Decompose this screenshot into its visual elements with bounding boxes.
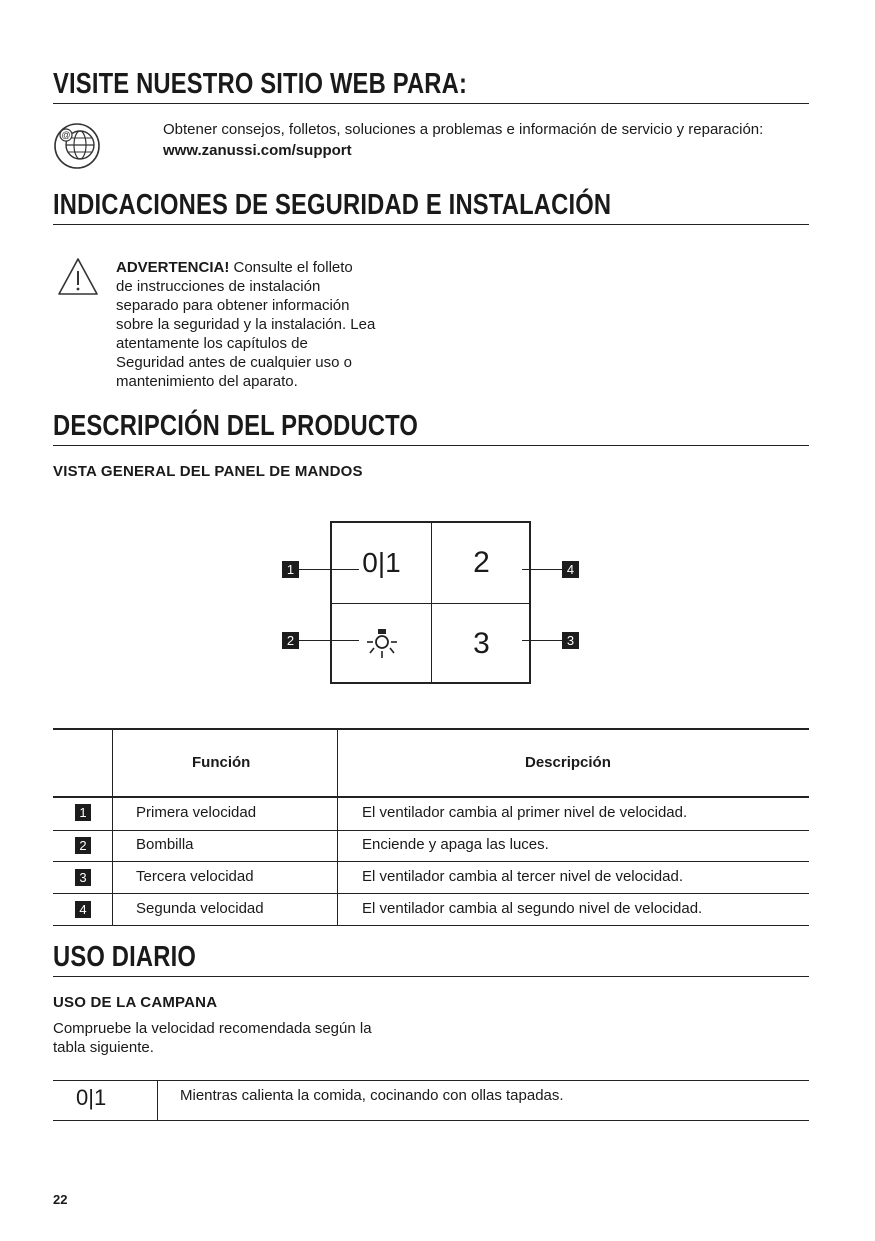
warning-label: ADVERTENCIA! [116, 259, 230, 276]
page-number: 22 [53, 1192, 68, 1207]
panel-button-light[interactable] [332, 604, 431, 684]
callout-4: 4 [562, 561, 579, 578]
callout-3: 3 [562, 632, 579, 649]
daily-use-heading: USO DIARIO [53, 943, 809, 977]
hood-use-text: Compruebe la velocidad recomendada según la tabla siguiente. [53, 1020, 372, 1056]
control-panel-diagram [330, 521, 531, 684]
product-heading: DESCRIPCIÓN DEL PRODUCTO [53, 412, 809, 446]
callout-1: 1 [282, 561, 299, 578]
speed-symbol: 0|1 [76, 1085, 107, 1110]
svg-text:@: @ [61, 130, 71, 140]
leader-line-1 [299, 569, 359, 570]
warning-triangle-icon [56, 256, 100, 298]
table-header-descripcion: Descripción [525, 754, 611, 771]
safety-warning-text: ADVERTENCIA! Consulte el folleto de instrucciones de instalación separado para obtener información sobre la seguridad y la instalación. Lea atentamente los capítulos de Seguridad antes de cualquier uso o mantenimiento del aparato. [116, 259, 376, 390]
website-url[interactable]: www.zanussi.com/support [163, 142, 352, 159]
leader-line-2 [299, 640, 359, 641]
table-header-funcion: Función [192, 754, 251, 771]
web-globe-icon [53, 122, 101, 170]
leader-line-3 [522, 640, 562, 641]
leader-line-4 [522, 569, 562, 570]
speed-recommendation-text: Mientras calienta la comida, cocinando con ollas tapadas. [180, 1087, 564, 1104]
panel-button-speed-2[interactable]: 2 [473, 546, 490, 579]
hood-use-subheading: USO DE LA CAMPANA [53, 994, 218, 1011]
light-bulb-icon [365, 627, 399, 661]
website-heading: VISITE NUESTRO SITIO WEB PARA: [53, 70, 809, 104]
panel-button-speed-3[interactable]: 3 [473, 627, 490, 660]
safety-heading: INDICACIONES DE SEGURIDAD E INSTALACIÓN [53, 191, 809, 225]
control-panel-subheading: VISTA GENERAL DEL PANEL DE MANDOS [53, 463, 363, 480]
website-text: Obtener consejos, folletos, soluciones a problemas e información de servicio y reparación: [163, 121, 764, 138]
callout-2: 2 [282, 632, 299, 649]
panel-button-on-off[interactable]: 0|1 [362, 547, 401, 578]
